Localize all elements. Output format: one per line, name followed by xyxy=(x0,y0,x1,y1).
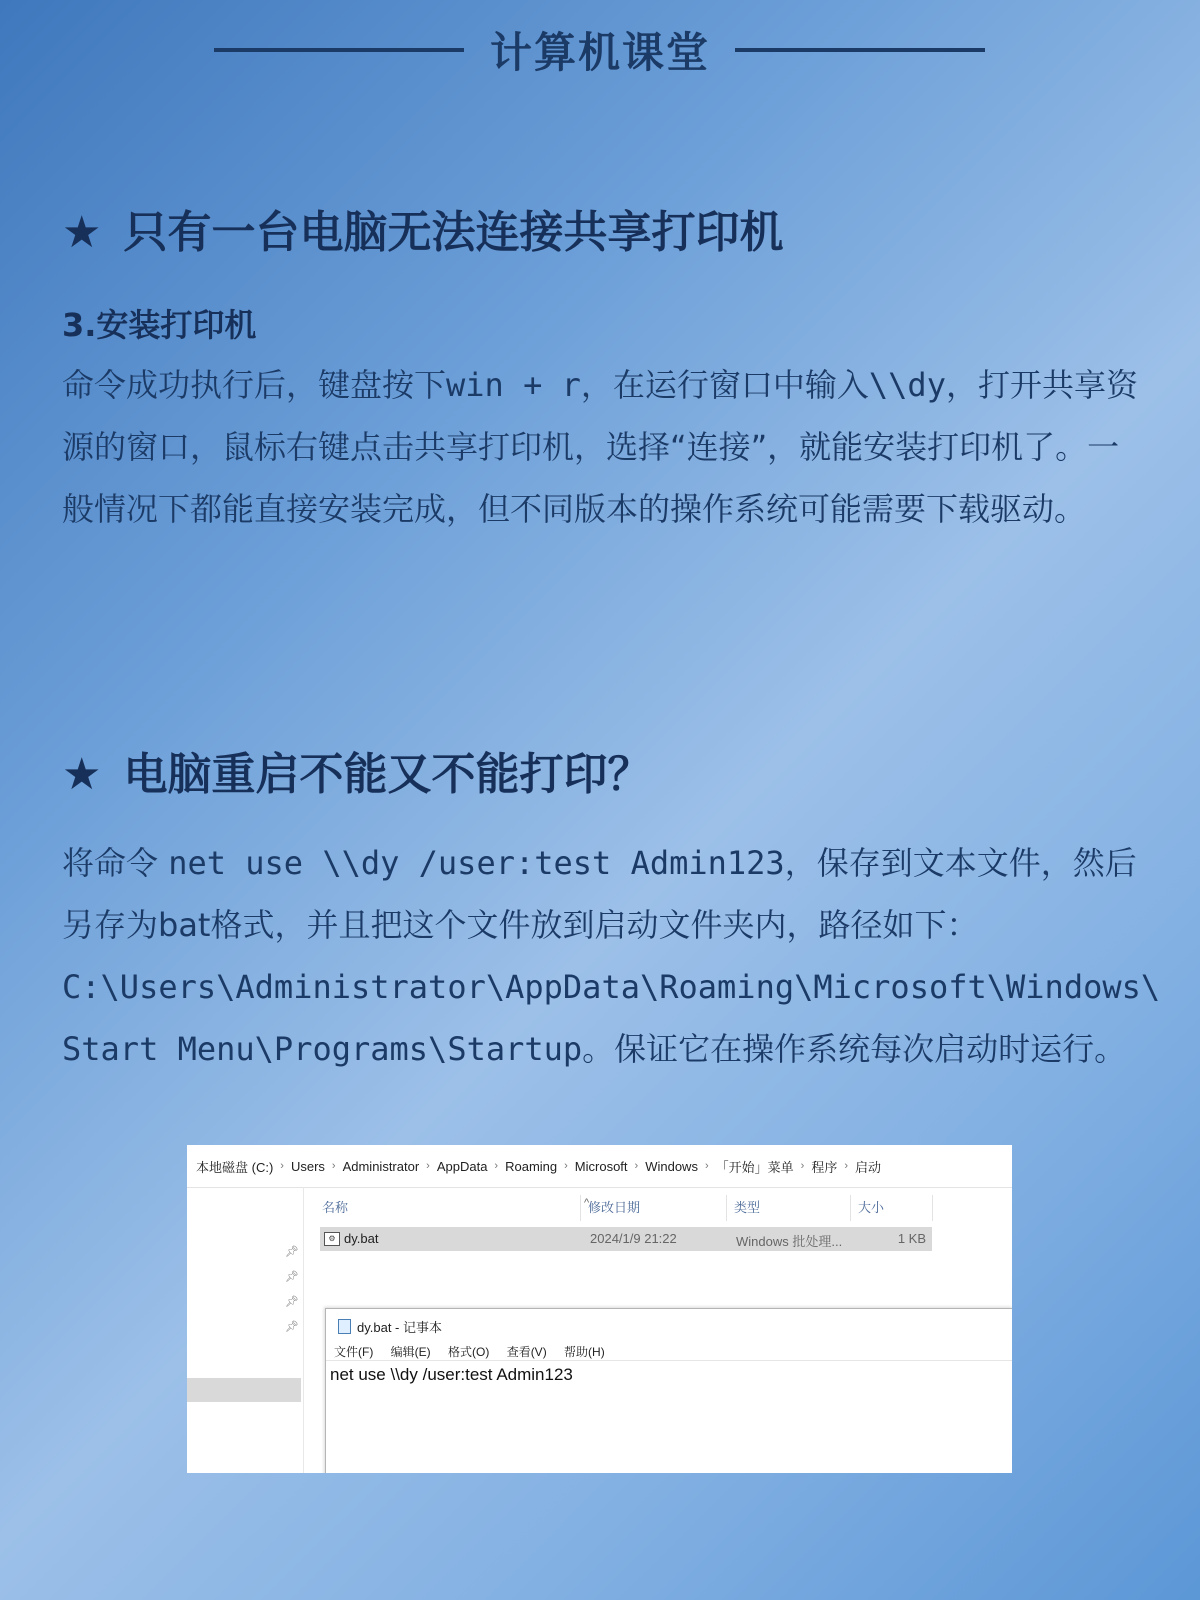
breadcrumb-item[interactable]: AppData xyxy=(436,1158,488,1174)
file-name: dy.bat xyxy=(344,1231,379,1246)
chevron-right-icon: › xyxy=(564,1160,568,1172)
breadcrumb xyxy=(187,1145,1012,1188)
para-text: ，打开 xyxy=(945,366,1042,404)
column-divider[interactable] xyxy=(932,1195,933,1221)
column-header-size[interactable]: 大小 xyxy=(858,1200,885,1215)
inline-code: win + r xyxy=(446,366,581,404)
section2-paragraph xyxy=(62,832,1161,1080)
menu-file[interactable]: 文件(F) xyxy=(334,1345,374,1359)
chevron-right-icon: › xyxy=(331,1160,336,1172)
breadcrumb-item[interactable]: Microsoft xyxy=(574,1158,628,1174)
startup-path: Start Menu\Programs\Startup xyxy=(62,1030,583,1068)
chevron-right-icon: › xyxy=(800,1160,805,1172)
breadcrumb-item[interactable]: Roaming xyxy=(505,1158,558,1174)
notepad-editor[interactable] xyxy=(326,1360,1012,1473)
notepad-content: net use \\dy /user:test Admin123 xyxy=(330,1365,573,1384)
header-rule-left xyxy=(214,48,464,52)
menu-help[interactable]: 帮助(H) xyxy=(564,1345,605,1359)
file-type: Windows 批处理... xyxy=(736,1234,843,1249)
inline-code: net use \\dy /user:test Admin123 xyxy=(168,844,785,882)
para-text: ，保存到文本文件，然后另存为bat格式，并且把这个文件放到启动文件夹内，路径如下： xyxy=(62,844,1137,944)
notepad-title: dy.bat - 记事本 xyxy=(357,1320,443,1335)
menu-format[interactable]: 格式(O) xyxy=(448,1345,490,1359)
breadcrumb-item[interactable]: Users xyxy=(290,1158,325,1174)
pin-icon[interactable]: 📌︎ xyxy=(285,1321,299,1333)
breadcrumb-item[interactable]: 程序 xyxy=(811,1159,838,1175)
notepad-window xyxy=(325,1308,1012,1473)
sort-caret-icon: ^ xyxy=(584,1197,590,1209)
breadcrumb-item[interactable]: 启动 xyxy=(855,1159,882,1175)
para-text: 将命令 xyxy=(62,844,169,882)
chevron-right-icon: › xyxy=(634,1160,639,1172)
section1-paragraph xyxy=(62,354,1142,540)
star-icon: ★ xyxy=(62,207,102,258)
navigation-pane xyxy=(187,1187,304,1473)
header-rule-right xyxy=(735,48,985,52)
menu-view[interactable]: 查看(V) xyxy=(506,1345,547,1359)
star-icon: ★ xyxy=(62,749,102,800)
column-header-date[interactable]: 修改日期 xyxy=(588,1200,641,1215)
para-text: 命令成功执行后，键盘按下 xyxy=(62,366,447,404)
nav-selected-item[interactable] xyxy=(187,1378,301,1402)
file-size: 1 KB xyxy=(897,1231,926,1246)
notepad-titlebar[interactable] xyxy=(338,1317,442,1336)
pin-icon[interactable]: 📌︎ xyxy=(285,1271,299,1283)
breadcrumb-item[interactable]: 本地磁盘 (C:) xyxy=(196,1159,274,1175)
inline-code: \\dy xyxy=(868,366,946,404)
notepad-icon xyxy=(338,1319,351,1334)
startup-path: C:\Users\Administrator\AppData\Roaming\Microsoft\Windows\ xyxy=(62,968,1161,1006)
batch-file-icon: ⚙ xyxy=(324,1232,340,1246)
file-row[interactable] xyxy=(320,1227,932,1251)
section1-heading xyxy=(62,196,783,260)
chevron-right-icon: › xyxy=(704,1160,709,1172)
section2-heading xyxy=(62,738,651,802)
section1-heading-text: 只有一台电脑无法连接共享打印机 xyxy=(123,207,784,258)
menu-edit[interactable]: 编辑(E) xyxy=(390,1345,431,1359)
para-text: ，在运行窗口中输入 xyxy=(580,366,869,404)
chevron-right-icon: › xyxy=(426,1160,430,1172)
para-text: 。保证它在操作系统每次启动时运行。 xyxy=(582,1030,1127,1068)
explorer-screenshot xyxy=(187,1145,1012,1473)
chevron-right-icon: › xyxy=(280,1160,284,1172)
section1-subheading: 3.安装打印机 xyxy=(62,306,257,344)
chevron-right-icon: › xyxy=(494,1160,499,1172)
column-header-type[interactable]: 类型 xyxy=(734,1200,761,1215)
header-banner xyxy=(0,14,1200,84)
notepad-menubar xyxy=(334,1343,619,1360)
column-divider[interactable] xyxy=(726,1195,727,1221)
column-headers xyxy=(322,1187,942,1223)
column-divider[interactable] xyxy=(850,1195,851,1221)
para-text: 共享资源的窗口，鼠标右键点击共享打印机，选择“连接”，就能安装打印机了。一般情况下都能直接安装完成，但不同版本的操作系统可能需要下载驱动。 xyxy=(62,366,1138,528)
column-divider[interactable] xyxy=(580,1195,581,1221)
breadcrumb-item[interactable]: Windows xyxy=(645,1158,698,1174)
breadcrumb-item[interactable]: 「开始」菜单 xyxy=(715,1159,794,1175)
page-title: 计算机课堂 xyxy=(489,28,710,77)
section2-heading-text: 电脑重启不能又不能打印？ xyxy=(123,749,652,800)
breadcrumb-item[interactable]: Administrator xyxy=(342,1158,420,1174)
column-header-name[interactable]: 名称 xyxy=(322,1200,349,1215)
chevron-right-icon: › xyxy=(844,1160,848,1172)
pin-icon[interactable]: 📌︎ xyxy=(285,1296,299,1308)
pin-icon[interactable]: 📌︎ xyxy=(285,1246,299,1258)
file-date: 2024/1/9 21:22 xyxy=(590,1231,677,1246)
